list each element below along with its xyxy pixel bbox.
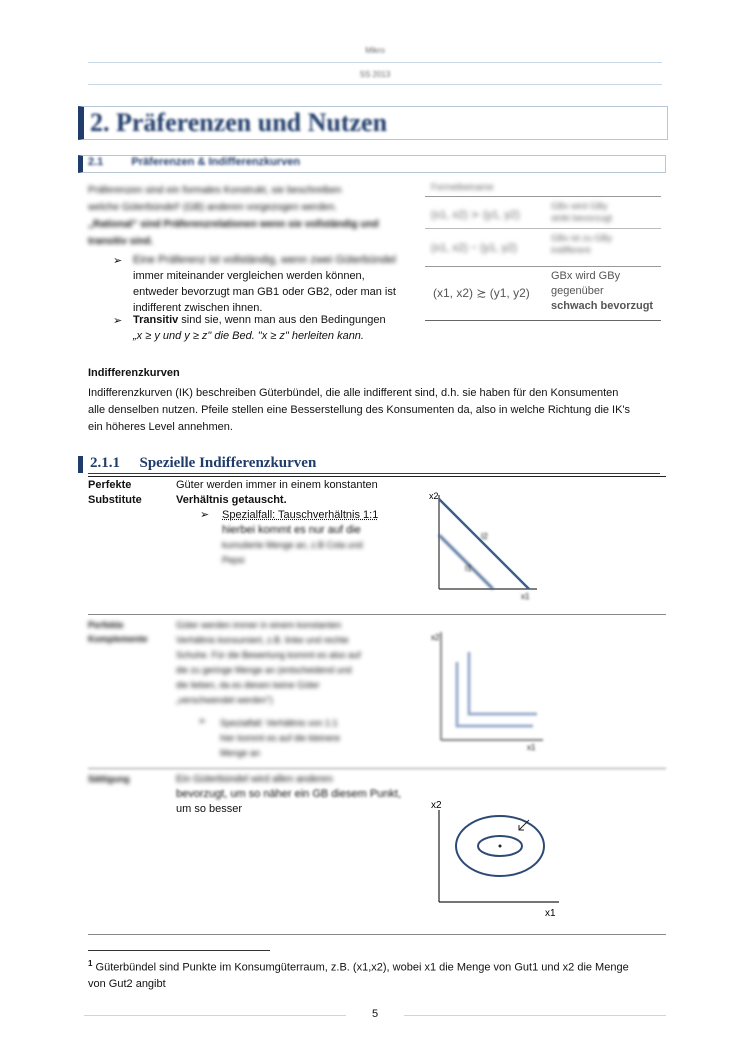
bullet-arrow-icon: ➢ (113, 315, 123, 327)
curve-label: I1 (465, 564, 472, 573)
intro-line: Präferenzen sind ein formales Konstrukt, sie beschreiben (88, 185, 342, 196)
bullet-completeness (133, 252, 423, 316)
desc-line: Güter werden immer in einem konstanten (176, 479, 378, 491)
paragraph-line: ein höheres Level annehmen. (88, 421, 233, 433)
subbullet-line: hierbei kommt es nur auf die (222, 524, 361, 536)
desc-line: Güter werden immer in einem konstanten (176, 620, 342, 630)
section-title: Präferenzen & Indifferenzkurven (131, 156, 301, 168)
desc-line: Schuhe. Für die Bewertung kommt es also auf (176, 650, 361, 660)
intro-line: welche Güterbündel¹ (GB) anderen vorgezogen werden. (88, 202, 338, 213)
header-rule (88, 62, 662, 63)
term-line: Perfekte (88, 479, 132, 491)
footer-rule-right (404, 1015, 666, 1016)
row-term-complements (88, 618, 148, 646)
footnote-rule (88, 950, 270, 951)
footnote-line: von Gut2 angibt (88, 977, 166, 990)
term-line: Substitute (88, 494, 142, 506)
intro-line: transitiv sind. (88, 236, 154, 247)
row-desc-saturation (176, 772, 416, 817)
notation-formula: (x1, x2) ~ (y1, y2) (431, 242, 517, 254)
axis-label-y: x2 (431, 633, 440, 642)
subbullet-line: Menge an (220, 748, 261, 758)
indiff-heading: Indifferenzkurven (88, 367, 180, 379)
bullet-line: immer miteinander vergleichen werden können, (133, 270, 365, 282)
axis-label-x: x1 (527, 743, 536, 752)
table-rule (425, 266, 661, 267)
indiff-paragraph (88, 385, 668, 436)
subsection-number: 2.1.1 (90, 455, 120, 471)
bullet-arrow-icon: ➢ (113, 255, 123, 267)
desc-line: die lieben, da es diesen keine Güter (176, 680, 320, 690)
desc-line: GBx wird GBy (551, 270, 621, 282)
section-heading (88, 156, 300, 168)
paragraph-line: Indifferenzkurven (IK) beschreiben Güterbündel, die alle indifferent sind, d.h. sie haben für den Konsumenten (88, 387, 619, 399)
curve-label: I2 (481, 532, 488, 541)
notation-desc (551, 200, 612, 224)
desc-line: schwach bevorzugt (551, 300, 654, 312)
desc-line: bevorzugt, um so näher ein GB diesem Punkt, (176, 788, 402, 800)
complements-graph (425, 622, 545, 752)
desc-line: Ein Güterbündel wird allen anderen (176, 774, 333, 785)
desc-line: indifferent (551, 245, 591, 255)
table-bottom-rule (88, 934, 666, 935)
desc-line: „verschwendet werden") (176, 695, 273, 705)
notation-table (425, 180, 661, 322)
table-rule (425, 196, 661, 197)
term-line: Perfekte (88, 620, 124, 630)
bullet-text: sind sie, wenn man aus den Bedingungen (178, 314, 386, 326)
row-subbullet-complements (220, 716, 420, 761)
row-term-substitutes (88, 478, 142, 508)
table-rule (425, 228, 661, 229)
axis-label-x: x1 (545, 908, 556, 919)
subsection-bar (78, 456, 83, 473)
header-rule-2 (88, 84, 662, 85)
subbullet-line: kumulierte Menge an, z.B Cola und (222, 540, 363, 550)
bullet-line: indifferent zwischen ihnen. (133, 302, 263, 314)
row-desc-complements (176, 618, 416, 708)
axis-label-x: x1 (521, 592, 530, 601)
saturation-graph (425, 790, 565, 920)
desc-line: Verhältnis konsumiert, z.B. linke und rechte (176, 635, 349, 645)
table-row-rule (88, 768, 666, 769)
footnote-marker: 1 (88, 959, 93, 968)
header-course: Mikro (365, 46, 385, 55)
bullet-arrow-icon: ➢ (198, 716, 207, 727)
desc-line: Verhältnis getauscht. (176, 494, 287, 506)
desc-line: strikt bevorzugt (551, 213, 613, 223)
substitutes-graph (425, 485, 545, 605)
notation-table-header: Formelbeiname (431, 182, 494, 192)
subbullet-line: hier kommt es auf die kleinere (220, 733, 341, 743)
term-line: Sättigung (88, 774, 130, 784)
footnote (88, 956, 678, 992)
desc-line: GBx ist zu GBy (551, 233, 613, 243)
notation-formula: (x1, x2) ≻ (y1, y2) (431, 209, 520, 221)
subbullet-line: Spezialfall: Tauschverhältnis 1:1 (222, 509, 379, 521)
table-rule (425, 320, 661, 321)
notation-desc (551, 232, 612, 256)
notation-desc (551, 269, 653, 314)
header-semester: SS 2013 (359, 70, 391, 79)
subsection-heading (90, 455, 316, 472)
paragraph-line: alle denselben nutzen. Pfeile stellen eine Besserstellung des Konsumenten da, also in welche Richtung die IK's (88, 404, 631, 416)
bullet-arrow-icon: ➢ (200, 509, 210, 521)
intro-line: „Rational“ sind Präferenzrelationen wenn sie vollständig und (88, 219, 379, 230)
axis-label-y: x2 (429, 491, 439, 501)
desc-line: GBx wird GBy (551, 201, 608, 211)
footer-rule-left (84, 1015, 346, 1016)
bullet-transitive (133, 312, 423, 344)
table-top-rule (88, 476, 666, 477)
table-row-rule (88, 614, 666, 615)
desc-line: gegenüber (551, 285, 604, 297)
term-line: Komplemente (88, 634, 148, 644)
notation-formula: (x1, x2) ≿ (y1, y2) (433, 286, 530, 300)
bullet-line: Eine Präferenz ist vollständig, wenn zwei Güterbündel (133, 254, 396, 266)
row-subbullet-substitutes (222, 508, 422, 568)
desc-line: die zu geringe Menge an (entscheidend und (176, 665, 352, 675)
row-term-saturation (88, 772, 130, 787)
bullet-line: entweder bevorzugt man GB1 oder GB2, oder man ist (133, 286, 396, 298)
subsection-title: Spezielle Indifferenzkurven (139, 455, 317, 471)
footnote-line: Güterbündel sind Punkte im Konsumgüterraum, z.B. (x1,x2), wobei x1 die Menge von Gut1 und x2 die Menge (95, 961, 629, 974)
bullet-condition: „x ≥ y und y ≥ z" die Bed. "x ≥ z" herleiten kann. (133, 330, 364, 342)
subsection-rule (88, 473, 660, 474)
intro-paragraph (88, 182, 418, 250)
subbullet-line: Spezialfall: Verhältnis von 1:1 (220, 718, 338, 728)
row-desc-substitutes (176, 478, 416, 508)
bullet-term: Transitiv (133, 314, 179, 326)
chapter-title: 2. Präferenzen und Nutzen (90, 108, 388, 137)
desc-line: um so besser (176, 803, 243, 815)
subbullet-line: Pepsi (222, 555, 245, 565)
section-number: 2.1 (88, 156, 104, 168)
page-number: 5 (371, 1008, 379, 1020)
axis-label-y: x2 (431, 800, 442, 811)
